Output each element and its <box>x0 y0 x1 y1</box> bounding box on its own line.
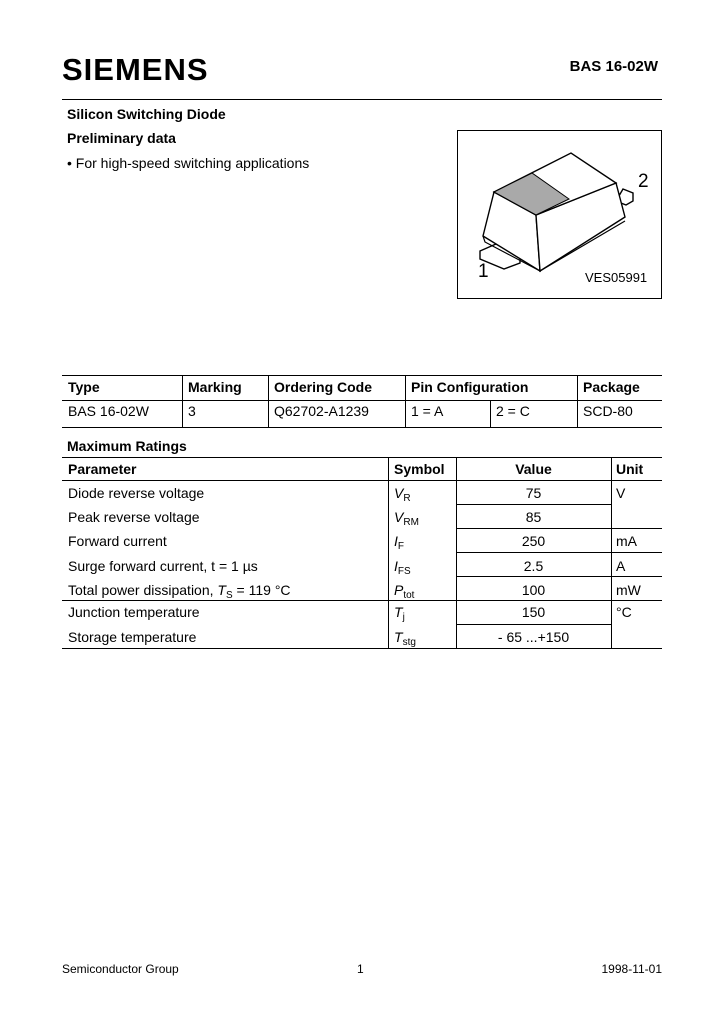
pin2-label: 2 <box>638 171 649 192</box>
table-rule <box>62 400 662 401</box>
row-parameter: Peak reverse voltage <box>68 509 200 525</box>
row-symbol: $V_{RM}$ <box>394 509 419 528</box>
table-rule <box>456 552 662 553</box>
table-rule <box>62 427 662 428</box>
cell-pin1: 1 = A <box>411 403 444 419</box>
footer-company: Semiconductor Group <box>62 962 179 976</box>
row-symbol: $V_R$ <box>394 485 411 504</box>
header-symbol: Symbol <box>394 461 445 477</box>
header-rule <box>62 99 662 100</box>
row-parameter: Total power dissipation, $T_S = 119$ °C <box>68 582 291 601</box>
row-unit: V <box>616 485 626 501</box>
pin1-label: 1 <box>478 261 489 282</box>
cell-type: BAS 16-02W <box>68 403 149 419</box>
cell-ordering-code: Q62702-A1239 <box>274 403 369 419</box>
table-divider <box>611 457 612 648</box>
table-divider <box>268 375 269 427</box>
cell-pin2: 2 = C <box>496 403 530 419</box>
row-symbol: $I_{FS}$ <box>394 558 411 577</box>
feature-bullet: • For high-speed switching applications <box>67 155 310 171</box>
row-value: 75 <box>525 485 542 501</box>
cell-marking: 3 <box>188 403 196 419</box>
siemens-logo: SIEMENS <box>62 52 209 87</box>
header-value: Value <box>515 461 552 477</box>
preliminary-label: Preliminary data <box>67 130 176 146</box>
table-rule <box>456 528 662 529</box>
row-parameter: Forward current <box>68 533 167 549</box>
row-value: 250 <box>521 533 546 549</box>
row-value: 85 <box>525 509 542 525</box>
table-rule <box>62 375 662 376</box>
row-value: 150 <box>521 604 546 620</box>
row-unit: mW <box>616 582 641 598</box>
document-title: Silicon Switching Diode <box>67 106 226 122</box>
row-value: 2.5 <box>523 558 544 574</box>
row-unit: mA <box>616 533 637 549</box>
package-figure <box>457 130 662 299</box>
row-parameter: Storage temperature <box>68 629 197 645</box>
ratings-title: Maximum Ratings <box>67 438 187 454</box>
row-unit: °C <box>616 604 632 620</box>
row-symbol: $T_j$ <box>394 604 405 623</box>
header-unit: Unit <box>616 461 644 477</box>
row-symbol: $P_{tot}$ <box>394 582 415 601</box>
cell-package: SCD-80 <box>583 403 633 419</box>
row-value: 100 <box>521 582 546 598</box>
header-type: Type <box>68 379 100 395</box>
row-symbol: $T_{stg}$ <box>394 629 416 648</box>
header-package: Package <box>583 379 640 395</box>
table-divider <box>182 375 183 427</box>
figure-code: VES05991 <box>585 270 648 285</box>
row-parameter: Surge forward current, t = 1 µs <box>68 558 258 574</box>
row-unit: A <box>616 558 626 574</box>
table-rule <box>456 576 662 577</box>
footer-date: 1998-11-01 <box>601 962 662 976</box>
table-rule <box>456 624 611 625</box>
header-marking: Marking <box>188 379 242 395</box>
part-number: BAS 16-02W <box>569 58 658 75</box>
row-parameter: Junction temperature <box>68 604 200 620</box>
row-parameter: Diode reverse voltage <box>68 485 205 501</box>
page-number: 1 <box>357 962 364 976</box>
header-pin-configuration: Pin Configuration <box>411 379 529 395</box>
table-rule <box>62 457 662 458</box>
table-divider <box>577 375 578 427</box>
table-rule <box>62 648 662 649</box>
row-symbol: $I_F$ <box>394 533 404 552</box>
table-rule <box>456 504 611 505</box>
table-divider <box>405 375 406 427</box>
table-divider <box>388 457 389 648</box>
header-parameter: Parameter <box>68 461 137 477</box>
header-ordering-code: Ordering Code <box>274 379 373 395</box>
row-value: - 65 ...+150 <box>497 629 570 645</box>
table-rule <box>62 480 662 481</box>
table-divider <box>490 400 491 427</box>
